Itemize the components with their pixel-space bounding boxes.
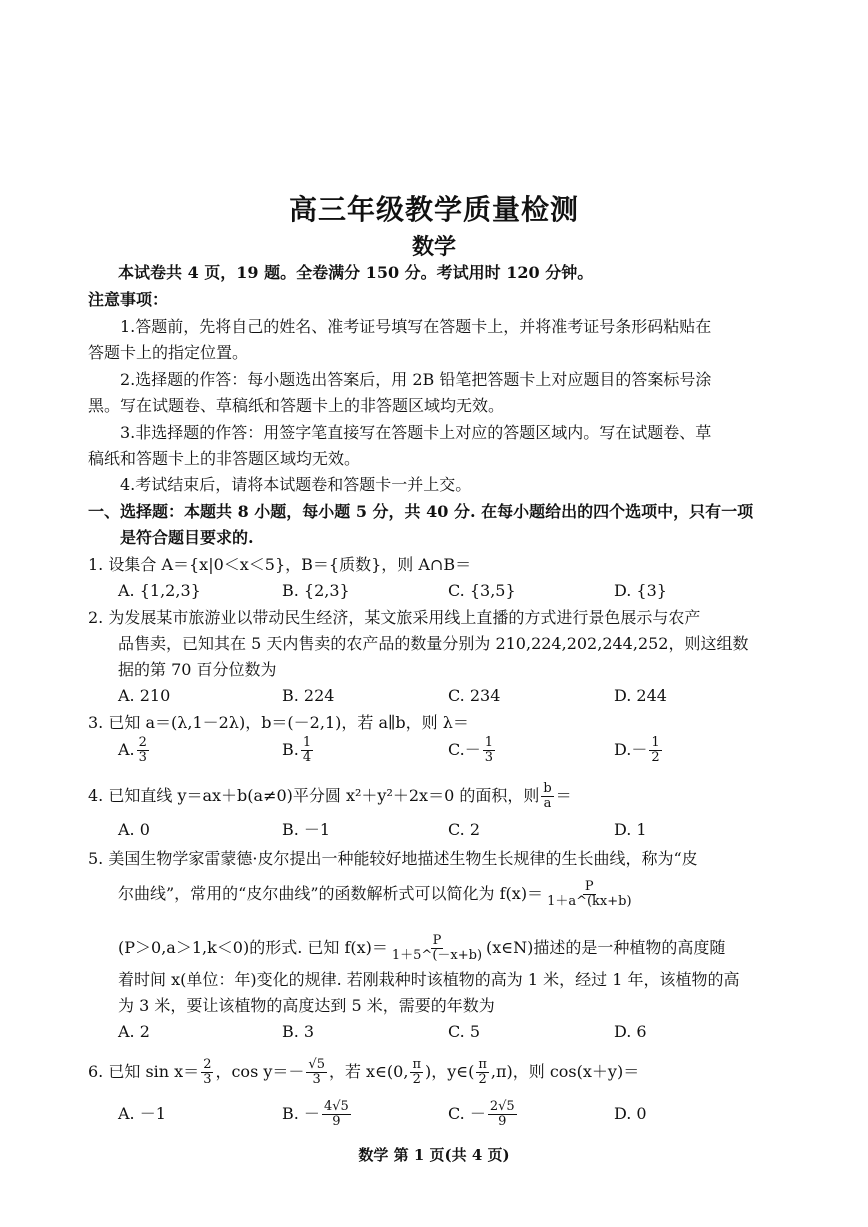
numerator: b [543,781,552,796]
fraction [649,736,661,765]
question-3-stem: 3. 已知 a＝(λ,1－2λ)，b＝(－2,1)，若 a∥b，则 λ＝ [88,713,469,732]
q5-option-c: C. 5 [448,1022,481,1041]
q6-option-d: D. 0 [614,1104,647,1123]
question-4-stem [88,782,572,811]
stem-text: (P＞0,a＞1,k＜0)的形式. 已知 f(x)＝ [118,938,388,957]
question-5-line: 为 3 米，要让该植物的高度达到 5 米，需要的年数为 [118,996,495,1015]
option-label: C. － [448,1104,486,1123]
stem-text: ,π)，则 cos(x＋y)＝ [490,1062,640,1081]
stem-tail: ＝ [555,786,572,805]
stem-text: 尔曲线”，常用的“皮尔曲线”的函数解析式可以简化为 f(x)＝ [118,884,544,903]
q5-option-d: D. 6 [614,1022,647,1041]
denominator: 2 [478,1072,487,1087]
question-5-line [118,880,636,909]
q4-option-c: C. 2 [448,820,481,839]
note-line: 黑。写在试题卷、草稿纸和答题卡上的非答题区域均无效。 [88,396,505,415]
question-5-line [118,934,725,963]
numerator: P [432,933,442,948]
stem-text: (x∈N)描述的是一种植物的高度随 [486,938,726,957]
fraction [137,736,149,765]
q6-option-c [448,1100,519,1129]
section-heading: 一、选择题：本题共 8 小题，每小题 5 分，共 40 分. 在每小题给出的四个选项中，只有一项 [88,502,754,521]
denominator: 9 [332,1114,341,1129]
q2-option-d: D. 244 [614,686,667,705]
exam-intro: 本试卷共 4 页，19 题。全卷满分 150 分。考试用时 120 分钟。 [118,263,594,282]
fraction [541,782,553,811]
q3-option-d [614,736,664,765]
option-label: B. [282,740,299,759]
denominator: 3 [312,1072,321,1087]
note-line: 稿纸和答题卡上的非答题区域均无效。 [88,449,361,468]
option-label: D. [614,740,632,759]
page-footer: 数学 第 1 页(共 4 页) [358,1146,510,1164]
denominator: 1＋a^(kx+b) [547,894,632,909]
fraction [306,1058,327,1087]
fraction [410,1058,423,1087]
option-label: A. [118,740,135,759]
numerator: √5 [308,1057,325,1072]
denominator: 2 [412,1072,421,1087]
q6-option-b [282,1100,353,1129]
question-2-line: 据的第 70 百分位数为 [118,660,277,679]
stem-text: ，若 x∈(0, [328,1062,409,1081]
fraction [488,1100,517,1129]
subject-title: 数学 [411,234,456,260]
q6-option-a: A. －1 [118,1104,166,1123]
numerator: P [584,879,594,894]
note-line: 3.非选择题的作答：用签字笔直接写在答题卡上对应的答题区域内。写在试题卷、草 [120,423,712,442]
question-1-stem: 1. 设集合 A＝{x|0＜x＜5}，B＝{质数}，则 A∩B＝ [88,555,472,574]
stem-text: ，cos y＝－ [215,1062,305,1081]
numerator: π [478,1057,487,1072]
q5-option-b: B. 3 [282,1022,315,1041]
fraction [201,1058,213,1087]
q2-option-c: C. 234 [448,686,501,705]
denominator: 3 [138,750,147,765]
q3-option-c [448,736,497,765]
q4-option-d: D. 1 [614,820,647,839]
question-6-stem [88,1058,639,1087]
q4-option-a: A. 0 [118,820,150,839]
numerator: 1 [484,735,494,750]
q3-option-b [282,736,315,765]
option-label: C. [448,740,465,759]
q2-option-b: B. 224 [282,686,335,705]
minus-sign: － [631,740,648,759]
numerator: 2√5 [489,1099,515,1114]
section-heading-cont: 是符合题目要求的. [120,528,254,547]
numerator: 1 [302,735,312,750]
option-label: B. － [282,1104,320,1123]
notes-heading: 注意事项： [88,290,169,309]
q1-option-a: A. {1,2,3} [118,581,201,600]
page-title: 高三年级教学质量检测 [288,193,579,226]
fraction [322,1100,351,1129]
numerator: π [412,1057,421,1072]
q1-option-c: C. {3,5} [448,581,516,600]
q1-option-d: D. {3} [614,581,667,600]
denominator: 4 [302,750,312,765]
fraction [390,934,484,963]
fraction [483,736,495,765]
stem-text: 6. 已知 sin x＝ [88,1062,200,1081]
fraction [301,736,313,765]
numerator: 1 [651,735,660,750]
denominator: 9 [498,1114,507,1129]
denominator: 3 [484,750,494,765]
note-line: 2.选择题的作答：每小题选出答案后，用 2B 铅笔把答题卡上对应题目的答案标号涂 [120,370,712,389]
numerator: 4√5 [323,1099,349,1114]
note-line: 4.考试结束后，请将本试题卷和答题卡一并上交。 [120,475,472,494]
q1-option-b: B. {2,3} [282,581,350,600]
question-5-line: 着时间 x(单位：年)变化的规律. 若刚栽种时该植物的高为 1 米，经过 1 年，该植物的高 [118,970,740,989]
q3-option-a [118,736,151,765]
question-2-line: 2. 为发展某市旅游业以带动民生经济，某文旅采用线上直播的方式进行景色展示与农产 [88,608,701,627]
fraction [476,1058,489,1087]
question-5-line: 5. 美国生物学家雷蒙德·皮尔提出一种能较好地描述生物生长规律的生长曲线，称为“皮 [88,849,698,868]
stem-text: )，y∈( [424,1062,475,1081]
denominator: 2 [651,750,660,765]
q2-option-a: A. 210 [118,686,171,705]
question-2-line: 品售卖，已知其在 5 天内售卖的农产品的数量分别为 210,224,202,244,252，则这组数 [118,634,749,653]
stem-text: 4. 已知直线 y＝ax＋b(a≠0)平分圆 x²＋y²＋2x＝0 的面积，则 [88,786,540,805]
note-line: 答题卡上的指定位置。 [88,343,249,362]
denominator: 1＋5^(－x+b) [391,948,483,963]
fraction [545,880,633,909]
denominator: a [543,796,552,811]
denominator: 3 [203,1072,212,1087]
numerator: 2 [203,1057,212,1072]
minus-sign: － [464,740,481,759]
note-line: 1.答题前，先将自己的姓名、准考证号填写在答题卡上，并将准考证号条形码粘贴在 [120,317,712,336]
q4-option-b: B. －1 [282,820,331,839]
q5-option-a: A. 2 [118,1022,150,1041]
numerator: 2 [138,735,147,750]
